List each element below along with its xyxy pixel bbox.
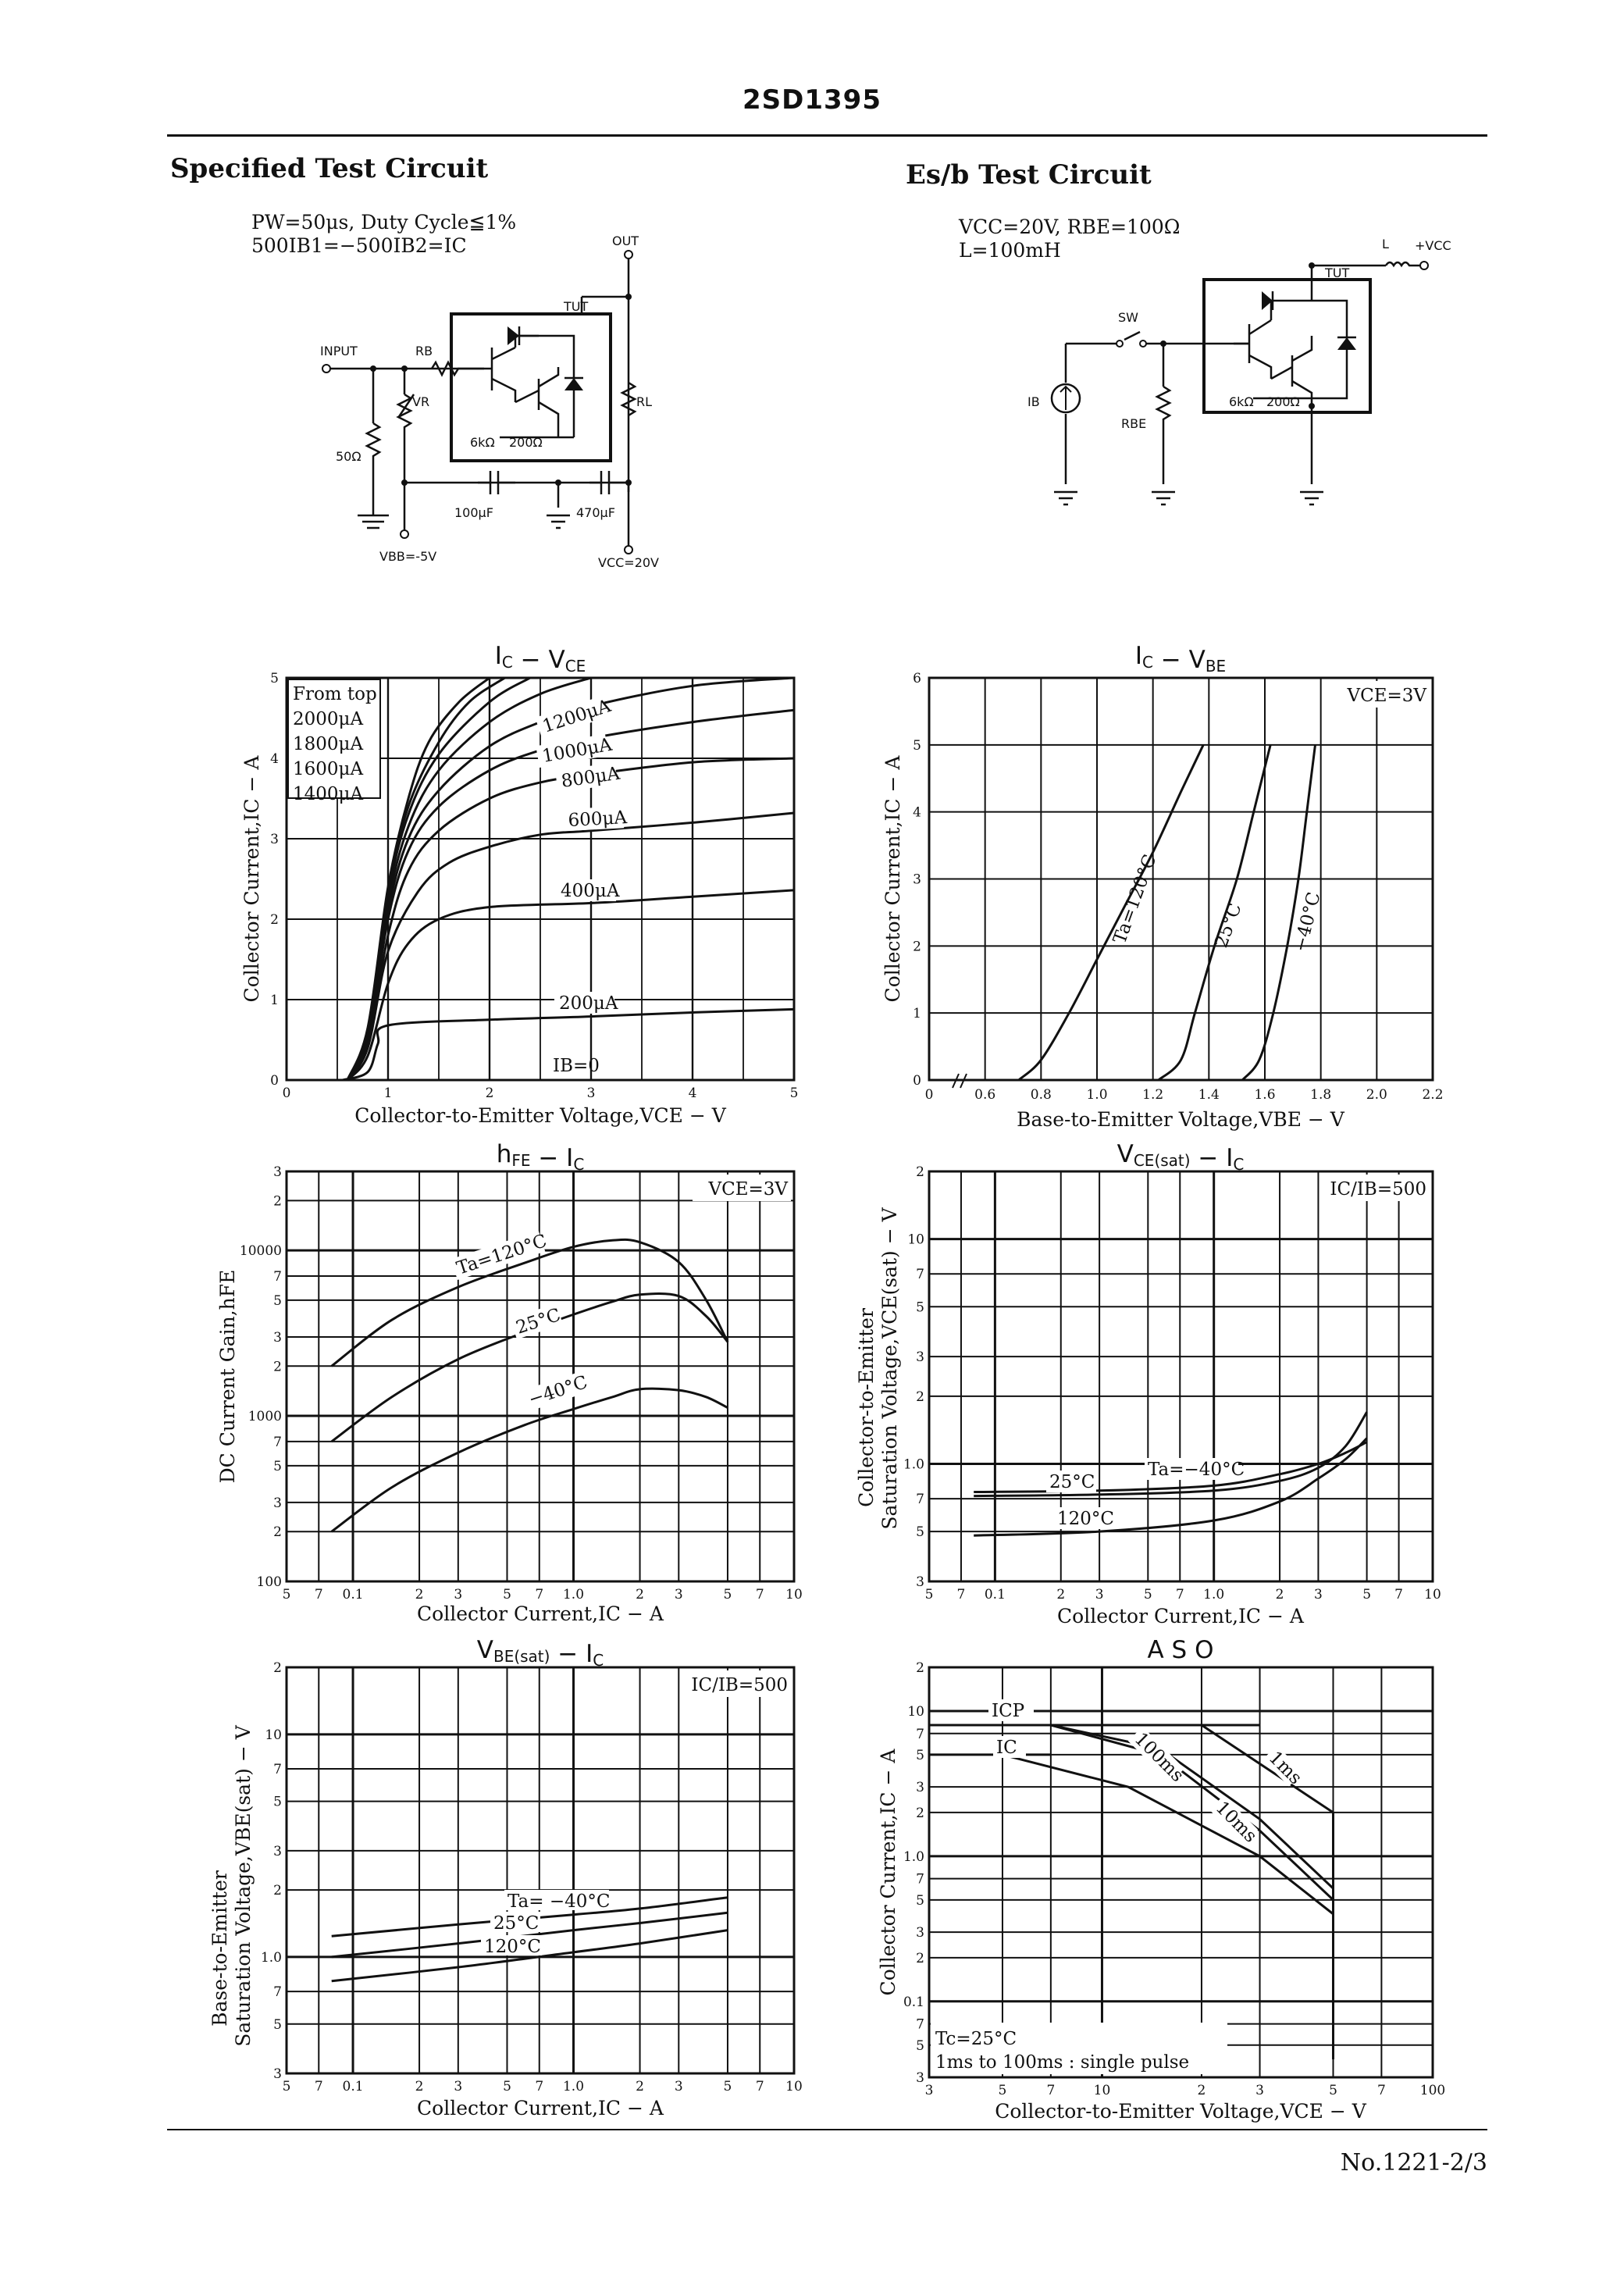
- y-tick-label: 5: [273, 1794, 282, 1810]
- chart-title: hFE − IC: [496, 1140, 585, 1174]
- y-tick-label: 3: [916, 1925, 924, 1941]
- y-tick-label: 3: [916, 1574, 924, 1590]
- y-tick-label: 5: [916, 1892, 924, 1909]
- y-tick-label: 7: [273, 1268, 282, 1285]
- x-tick-label: 0.6: [974, 1087, 996, 1103]
- x-tick-label: 1.0: [1203, 1587, 1225, 1602]
- series-line-600-a: [347, 813, 794, 1080]
- condition-label: IC/IB=500: [691, 1675, 788, 1695]
- x-tick-label: 3: [1095, 1587, 1104, 1602]
- esb-label-ib: IB: [1027, 394, 1040, 409]
- y-tick-label: 7: [916, 1492, 924, 1508]
- chart-title: IC − VCE: [494, 642, 586, 676]
- chart-title: VBE(sat) − IC: [476, 1636, 604, 1670]
- y-axis-label: Base-to-Emitter: [208, 1870, 231, 2027]
- specified-circuit-note-2: 500IB1=−500IB2=IC: [251, 234, 467, 257]
- x-tick-label: 5: [723, 2079, 732, 2094]
- y-tick-label: 2: [916, 1164, 924, 1180]
- chart-title: VCE(sat) − IC: [1116, 1140, 1245, 1174]
- series-annotation: −40°C: [525, 1371, 590, 1410]
- y-tick-label: 4: [270, 751, 279, 767]
- esb-label-l: L: [1382, 237, 1389, 251]
- y-tick-label: 3: [273, 1164, 282, 1180]
- x-tick-label: 7: [755, 1587, 764, 1602]
- series-annotation: 25°C: [1049, 1472, 1095, 1492]
- y-tick-label: 3: [916, 2070, 924, 2086]
- series-annotation: IC: [996, 1738, 1017, 1758]
- series-annotation: 600μA: [567, 807, 628, 831]
- series-annotation: 1200μA: [540, 696, 614, 737]
- x-tick-label: 5: [282, 1587, 291, 1602]
- y-tick-label: 3: [273, 1495, 282, 1511]
- legend-entry: 1600μA: [293, 759, 364, 779]
- series-line-1200-a: [347, 678, 794, 1080]
- x-tick-label: 5: [998, 2083, 1007, 2098]
- series-annotation: Ta=120°C: [1109, 851, 1161, 947]
- x-tick-label: 7: [314, 2079, 323, 2094]
- chart-ic-vce: [240, 642, 798, 1127]
- y-tick-label: 5: [273, 1292, 282, 1309]
- chart-note: Tc=25°C: [935, 2029, 1017, 2049]
- x-tick-label: 10: [1424, 1587, 1441, 1602]
- y-axis-label: Collector Current,IC − A: [240, 755, 263, 1003]
- x-tick-label: 1.6: [1254, 1087, 1276, 1103]
- x-tick-label: 7: [755, 2079, 764, 2094]
- circuit-label-vcc: VCC=20V: [598, 555, 659, 570]
- y-tick-label: 10000: [239, 1243, 282, 1260]
- series-annotation: Ta=−40°C: [1148, 1460, 1245, 1480]
- x-axis-label: Collector Current,IC − A: [417, 2097, 664, 2119]
- x-tick-label: 5: [723, 1587, 732, 1602]
- x-tick-label: 2.0: [1366, 1087, 1387, 1103]
- series-annotation: IB=0: [553, 1056, 600, 1076]
- series-annotation: 120°C: [484, 1937, 541, 1957]
- legend-entry: 1400μA: [293, 784, 364, 804]
- x-tick-label: 2: [636, 1587, 644, 1602]
- condition-label: VCE=3V: [1347, 686, 1426, 706]
- chart-vcesat-ic: [855, 1140, 1441, 1627]
- y-axis-label: Saturation Voltage,VCE(sat) − V: [878, 1207, 901, 1530]
- y-tick-label: 2: [916, 1389, 924, 1405]
- x-tick-label: 3: [1314, 1587, 1323, 1602]
- chart-aso: [877, 1636, 1445, 2123]
- circuit-label-tut: TUT: [564, 299, 589, 314]
- esb-label-tut: TUT: [1325, 266, 1350, 280]
- y-tick-label: 1.0: [260, 1949, 282, 1966]
- x-tick-label: 5: [503, 2079, 511, 2094]
- chart-ic-vbe: [881, 642, 1444, 1131]
- series-annotation: Ta= −40°C: [508, 1891, 611, 1912]
- series-annotation: 25°C: [1211, 900, 1246, 951]
- y-axis-label: Collector Current,IC − A: [877, 1749, 899, 1996]
- y-tick-label: 3: [273, 1329, 282, 1346]
- series-annotation: 400μA: [561, 881, 620, 901]
- series-annotation: 800μA: [560, 763, 621, 792]
- legend-entry: 1800μA: [293, 734, 364, 754]
- chart-vbesat-ic: [208, 1636, 803, 2119]
- x-tick-label: 2: [1056, 1587, 1066, 1602]
- y-tick-label: 4: [913, 804, 921, 821]
- esb-label-6k: 6kΩ: [1229, 394, 1254, 409]
- document-number: No.1221-2/3: [1340, 2149, 1487, 2176]
- x-tick-label: 0: [924, 1087, 934, 1103]
- x-tick-label: 3: [674, 2079, 683, 2094]
- esb-circuit-title: Es/b Test Circuit: [906, 159, 1152, 191]
- y-tick-label: 3: [913, 872, 921, 888]
- y-tick-label: 2: [913, 939, 921, 955]
- y-tick-label: 2: [916, 1660, 924, 1676]
- y-tick-label: 5: [913, 737, 921, 754]
- x-tick-label: 10: [785, 1587, 803, 1602]
- series-annotation: −40°C: [1290, 889, 1325, 954]
- x-tick-label: 7: [956, 1587, 966, 1602]
- x-tick-label: 7: [1046, 2083, 1056, 2098]
- x-tick-label: 2: [415, 1587, 424, 1602]
- x-tick-label: 5: [1362, 1587, 1372, 1602]
- circuit-label-200: 200Ω: [509, 435, 543, 450]
- x-tick-label: 1.2: [1142, 1087, 1164, 1103]
- x-tick-label: 0.1: [342, 2079, 364, 2094]
- y-tick-label: 3: [273, 1843, 282, 1859]
- x-axis-label: Collector-to-Emitter Voltage,VCE − V: [995, 2100, 1366, 2123]
- x-tick-label: 7: [535, 1587, 544, 1602]
- x-axis-label: Collector Current,IC − A: [1057, 1605, 1304, 1627]
- y-tick-label: 2: [273, 1359, 282, 1375]
- specified-circuit-note-1: PW=50μs, Duty Cycle≦1%: [251, 211, 517, 234]
- series-annotation: 10ms: [1211, 1797, 1261, 1847]
- x-tick-label: 1: [383, 1086, 393, 1101]
- series-line-ta-120-c: [1019, 745, 1204, 1080]
- x-tick-label: 2: [1275, 1587, 1284, 1602]
- series-annotation: 200μA: [559, 993, 618, 1014]
- page-title: 2SD1395: [743, 84, 881, 116]
- series-annotation: 1000μA: [540, 734, 614, 767]
- series-line-dc: [1051, 1725, 1334, 1888]
- y-tick-label: 3: [273, 2066, 282, 2082]
- series-annotation: ICP: [992, 1701, 1025, 1721]
- esb-label-200: 200Ω: [1266, 394, 1300, 409]
- series-annotation: Ta=120°C: [454, 1231, 550, 1279]
- x-tick-label: 7: [535, 2079, 544, 2094]
- y-tick-label: 0.1: [903, 1994, 924, 2010]
- series-line-25-c: [974, 1412, 1366, 1495]
- y-tick-label: 2: [273, 1193, 282, 1210]
- x-tick-label: 3: [454, 2079, 463, 2094]
- y-tick-label: 2: [270, 912, 279, 928]
- y-tick-label: 7: [916, 2016, 924, 2033]
- y-tick-label: 1.0: [903, 1848, 924, 1865]
- circuit-label-rl: RL: [636, 394, 653, 409]
- x-tick-label: 5: [789, 1086, 799, 1101]
- y-tick-label: 1: [913, 1006, 921, 1022]
- legend-entry: From top: [293, 684, 377, 704]
- circuit-label-vr: VR: [412, 394, 430, 409]
- x-tick-label: 5: [282, 2079, 291, 2094]
- y-tick-label: 7: [916, 1871, 924, 1888]
- y-tick-label: 0: [913, 1073, 921, 1089]
- y-tick-label: 2: [916, 1950, 924, 1966]
- x-tick-label: 3: [586, 1086, 596, 1101]
- y-tick-label: 7: [273, 1434, 282, 1450]
- y-tick-label: 3: [916, 1780, 924, 1796]
- y-axis-label: Collector Current,IC − A: [881, 755, 904, 1003]
- circuit-label-out: OUT: [612, 234, 639, 248]
- esb-label-sw: SW: [1118, 310, 1138, 325]
- circuit-label-vbb: VBB=-5V: [379, 549, 437, 564]
- x-tick-label: 1.0: [1086, 1087, 1108, 1103]
- y-tick-label: 10: [265, 1727, 282, 1743]
- x-tick-label: 7: [1394, 1587, 1403, 1602]
- x-tick-label: 7: [314, 1587, 323, 1602]
- x-tick-label: 3: [924, 2083, 934, 2098]
- circuit-label-input: INPUT: [320, 344, 358, 358]
- x-tick-label: 5: [1143, 1587, 1152, 1602]
- y-axis-label: Saturation Voltage,VBE(sat) − V: [232, 1725, 255, 2047]
- x-tick-label: 100: [1419, 2083, 1446, 2098]
- legend-entry: 2000μA: [293, 709, 364, 729]
- y-tick-label: 2: [273, 1660, 282, 1676]
- x-tick-label: 0: [282, 1086, 291, 1101]
- x-tick-label: 5: [1329, 2083, 1337, 2098]
- y-tick-label: 5: [273, 1458, 282, 1474]
- x-tick-label: 2: [415, 2079, 424, 2094]
- plot-frame: [929, 1667, 1433, 2077]
- y-tick-label: 5: [916, 1299, 924, 1316]
- y-tick-label: 2: [273, 1524, 282, 1541]
- y-axis-label: DC Current Gain,hFE: [216, 1269, 239, 1484]
- y-tick-label: 2: [273, 1883, 282, 1899]
- x-tick-label: 2: [485, 1086, 494, 1101]
- chart-title: IC − VBE: [1134, 642, 1227, 676]
- x-tick-label: 2: [636, 2079, 644, 2094]
- series-annotation: 1ms: [1264, 1747, 1306, 1789]
- y-tick-label: 3: [916, 1349, 924, 1366]
- y-axis-label: Collector-to-Emitter: [855, 1308, 878, 1507]
- esb-circuit-note-2: L=100mH: [959, 239, 1061, 262]
- y-tick-label: 7: [916, 1267, 924, 1283]
- x-tick-label: 10: [1093, 2083, 1111, 2098]
- y-tick-label: 1000: [248, 1409, 282, 1425]
- series-annotation: 25°C: [513, 1304, 564, 1339]
- y-tick-label: 10: [907, 1703, 924, 1720]
- y-tick-label: 1.0: [903, 1456, 924, 1473]
- circuit-label-rb: RB: [415, 344, 433, 358]
- y-tick-label: 3: [270, 832, 279, 847]
- plot-frame: [287, 1667, 794, 2073]
- bottom-divider: [167, 2129, 1487, 2130]
- x-tick-label: 0.1: [984, 1587, 1006, 1602]
- series-line-25-c: [1159, 745, 1270, 1080]
- series-line-100ms: [1003, 1755, 1334, 2059]
- series-line-120-c: [974, 1438, 1366, 1536]
- y-tick-label: 2: [916, 1805, 924, 1821]
- y-tick-label: 5: [916, 1524, 924, 1541]
- series-annotation: 100ms: [1130, 1728, 1188, 1787]
- y-tick-label: 0: [270, 1073, 279, 1089]
- circuit-label-50ohm: 50Ω: [336, 449, 361, 464]
- x-axis-label: Collector-to-Emitter Voltage,VCE − V: [354, 1104, 726, 1127]
- x-tick-label: 3: [454, 1587, 463, 1602]
- x-tick-label: 1.8: [1310, 1087, 1332, 1103]
- x-tick-label: 3: [674, 1587, 683, 1602]
- x-tick-label: 2: [1197, 2083, 1206, 2098]
- x-tick-label: 4: [688, 1086, 697, 1101]
- condition-label: IC/IB=500: [1330, 1179, 1426, 1200]
- y-tick-label: 5: [270, 671, 279, 686]
- x-axis-label: Base-to-Emitter Voltage,VBE − V: [1017, 1108, 1344, 1131]
- x-tick-label: 7: [1175, 1587, 1184, 1602]
- y-tick-label: 100: [256, 1574, 282, 1590]
- x-tick-label: 10: [785, 2079, 803, 2094]
- chart-note: 1ms to 100ms : single pulse: [935, 2052, 1190, 2073]
- y-tick-label: 7: [273, 1984, 282, 2001]
- condition-label: VCE=3V: [708, 1179, 788, 1200]
- x-tick-label: 3: [1255, 2083, 1264, 2098]
- x-tick-label: 0.1: [342, 1587, 364, 1602]
- y-tick-label: 6: [913, 671, 921, 686]
- chart-hfe-ic: [216, 1140, 803, 1625]
- circuit-label-470uf: 470μF: [576, 505, 615, 520]
- x-axis-label: Collector Current,IC − A: [417, 1602, 664, 1625]
- x-tick-label: 1.0: [562, 1587, 585, 1602]
- y-tick-label: 1: [270, 993, 279, 1008]
- esb-circuit-note-1: VCC=20V, RBE=100Ω: [959, 216, 1181, 238]
- x-tick-label: 1.0: [562, 2079, 585, 2094]
- y-tick-label: 7: [916, 1726, 924, 1742]
- series-annotation: 120°C: [1057, 1509, 1114, 1529]
- y-tick-label: 5: [273, 2016, 282, 2033]
- x-tick-label: 7: [1376, 2083, 1386, 2098]
- x-tick-label: 1.4: [1198, 1087, 1220, 1103]
- x-tick-label: 0.8: [1030, 1087, 1052, 1103]
- esb-label-rbe: RBE: [1121, 416, 1147, 431]
- y-tick-label: 5: [916, 1747, 924, 1763]
- series-line-ta-120-c: [332, 1239, 728, 1366]
- chart-title: A S O: [1147, 1636, 1214, 1664]
- series-annotation: 25°C: [493, 1913, 540, 1934]
- y-tick-label: 10: [907, 1232, 924, 1248]
- y-tick-label: 5: [916, 2037, 924, 2054]
- x-tick-label: 2.2: [1422, 1087, 1444, 1103]
- y-tick-label: 7: [273, 1761, 282, 1777]
- circuit-label-100uf: 100μF: [454, 505, 493, 520]
- esb-label-vcc: +VCC: [1415, 238, 1451, 253]
- x-tick-label: 5: [503, 1587, 511, 1602]
- x-tick-label: 5: [924, 1587, 934, 1602]
- circuit-label-6k: 6kΩ: [470, 435, 495, 450]
- specified-circuit-title: Specified Test Circuit: [170, 153, 489, 184]
- plot-frame: [929, 1171, 1433, 1581]
